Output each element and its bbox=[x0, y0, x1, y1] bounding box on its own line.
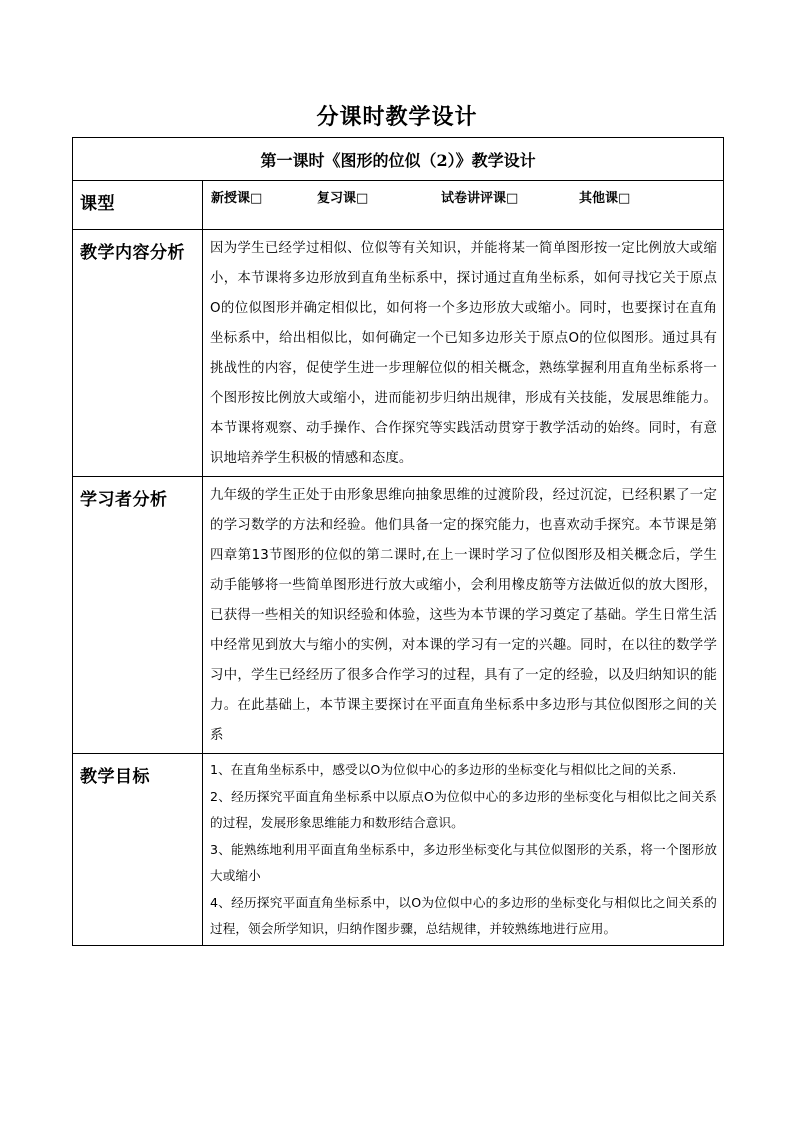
teaching-goals-row bbox=[73, 754, 724, 946]
teaching-goal-item: 4、经历探究平面直角坐标系中，以O为位似中心的多边形的坐标变化与相似比之间关系的过程，领会所学知识，归纳作图步骤，总结规律，并较熟练地进行应用。 bbox=[210, 894, 718, 936]
lesson-title: 第一课时《图形的位似（2）》教学设计 bbox=[73, 138, 724, 181]
page-title: 分课时教学设计 bbox=[316, 104, 478, 130]
teaching-goal-item: 3、能熟练地利用平面直角坐标系中，多边形坐标变化与其位似图形的关系，将一个图形放大或缩小 bbox=[210, 841, 718, 883]
lesson-type-option-review[interactable]: 复习课□ bbox=[317, 191, 369, 206]
teaching-goal-item: 1、在直角坐标系中，感受以O为位似中心的多边形的坐标变化与相似比之间的关系. bbox=[210, 762, 677, 777]
content-analysis-cell bbox=[203, 230, 724, 477]
content-analysis-row bbox=[73, 230, 724, 477]
lesson-type-label: 课型 bbox=[73, 181, 203, 230]
lesson-title-row bbox=[73, 138, 724, 181]
learner-analysis-label: 学习者分析 bbox=[73, 477, 203, 754]
lesson-type-row bbox=[73, 181, 724, 230]
learner-analysis-row bbox=[73, 477, 724, 754]
lesson-type-options bbox=[203, 181, 724, 230]
learner-analysis-cell bbox=[203, 477, 724, 754]
teaching-goals-cell bbox=[203, 754, 724, 946]
learner-analysis-text: 九年级的学生正处于由形象思维向抽象思维的过渡阶段，经过沉淀，已经积累了一定的学习数学的方法和经验。他们具备一定的探究能力，也喜欢动手探究。本节课是第四章第13节图形的位似的第二课时,在上一课时学习了位似图形及相关概念后，学生动手能够将一些简单图形进行放大或缩小，会利用橡皮筋等方法做近似的放大图形，已获得一些相关的知识经验和体验，这些为本节课的学习奠定了基础。学生日常生活中经常见到放大与缩小的实例，对本课的学习有一定的兴趣。同时，在以往的数学学习中，学生已经经历了很多合作学习的过程，具有了一定的经验，以及归纳知识的能力。在此基础上，本节课主要探讨在平面直角坐标系中多边形与其位似图形之间的关系 bbox=[210, 488, 718, 743]
content-analysis-label: 教学内容分析 bbox=[73, 230, 203, 477]
lesson-type-option-exam-review[interactable]: 试卷讲评课□ bbox=[441, 191, 519, 206]
content-analysis-text: 因为学生已经学过相似、位似等有关知识，并能将某一简单图形按一定比例放大或缩小，本节课将多边形放到直角坐标系中，探讨通过直角坐标系，如何寻找它关于原点O的位似图形并确定相似比，如何将一个多边形放大或缩小。同时，也要探讨在直角坐标系中，给出相似比，如何确定一个已知多边形关于原点O的位似图形。通过具有挑战性的内容，促使学生进一步理解位似的相关概念，熟练掌握利用直角坐标系将一个图形按比例放大或缩小，进而能初步归纳出规律，形成有关技能，发展思维能力。本节课将观察、动手操作、合作探究等实践活动贯穿于教学活动的始终。同时，有意识地培养学生积极的情感和态度。 bbox=[210, 241, 718, 466]
lesson-design-table bbox=[72, 137, 724, 946]
lesson-type-option-other[interactable]: 其他课□ bbox=[579, 191, 631, 206]
teaching-goals-label: 教学目标 bbox=[73, 754, 203, 946]
lesson-type-option-new[interactable]: 新授课□ bbox=[211, 191, 263, 206]
teaching-goal-item: 2、经历探究平面直角坐标系中以原点O为位似中心的多边形的坐标变化与相似比之间关系的过程，发展形象思维能力和数形结合意识。 bbox=[210, 788, 718, 830]
